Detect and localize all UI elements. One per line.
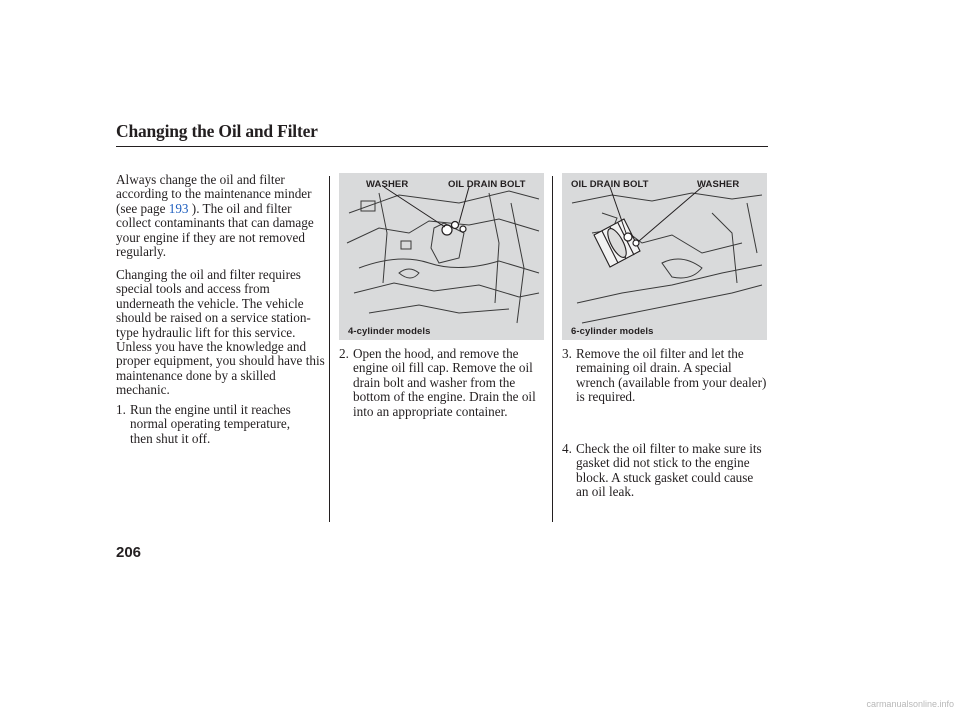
step-3-text: Remove the oil filter and let the remaining oil drain. A special wrench (available from your dealer) is required. (576, 346, 767, 405)
step-1-text: Run the engine until it reaches normal operating temperature, then shut it off. (130, 402, 291, 446)
caption-6-cylinder: 6-cylinder models (571, 326, 654, 337)
column-divider-right (552, 176, 553, 522)
step-1-number: 1. (116, 402, 126, 417)
watermark: carmanualsonline.info (866, 699, 954, 709)
step-1 (116, 403, 316, 446)
step-2-text: Open the hood, and remove the engine oil fill cap. Remove the oil drain bolt and washer from the bottom of the engine. Drain the oil into an appropriate container. (353, 346, 536, 419)
intro-text-end: ). The oil and filter collect contaminants that can damage your engine if they are not removed regularly. (116, 200, 314, 260)
step-4 (562, 442, 768, 500)
intro-paragraph (116, 173, 321, 259)
title-rule (116, 146, 768, 147)
caption-4-cylinder: 4-cylinder models (348, 326, 431, 337)
step-3 (562, 347, 768, 405)
step-4-text: Check the oil filter to make sure its gasket did not stick to the engine block. A stuck gasket could cause an oil leak. (576, 441, 762, 500)
requirements-paragraph (116, 268, 326, 398)
figure-4-cylinder (339, 173, 544, 340)
step-3-number: 3. (562, 346, 572, 361)
page-number: 206 (116, 544, 142, 561)
requirements-text: Changing the oil and filter requires special tools and access from underneath the vehicle. The vehicle should be raised on a service station-type hydraulic lift for this service. Unless you have the knowledge and proper equipment, you should have this maintenance done by a skilled mechanic. (116, 267, 325, 398)
intro-text-start: Always change the oil and filter according to the maintenance minder (see page (116, 172, 312, 216)
figure-6-cylinder (562, 173, 767, 340)
page-link-193[interactable]: 193 (168, 200, 189, 216)
page-title: Changing the Oil and Filter (116, 121, 318, 141)
label-washer-6cyl: WASHER (697, 179, 740, 190)
engine-underside-4cyl-illustration (339, 173, 544, 340)
engine-underside-6cyl-illustration (562, 173, 767, 340)
label-drain-bolt-6cyl: OIL DRAIN BOLT (571, 179, 649, 190)
step-2 (339, 347, 546, 419)
step-2-number: 2. (339, 346, 349, 361)
column-divider-left (329, 176, 330, 522)
label-drain-bolt-4cyl: OIL DRAIN BOLT (448, 179, 526, 190)
label-washer-4cyl: WASHER (366, 179, 409, 190)
step-4-number: 4. (562, 441, 572, 456)
